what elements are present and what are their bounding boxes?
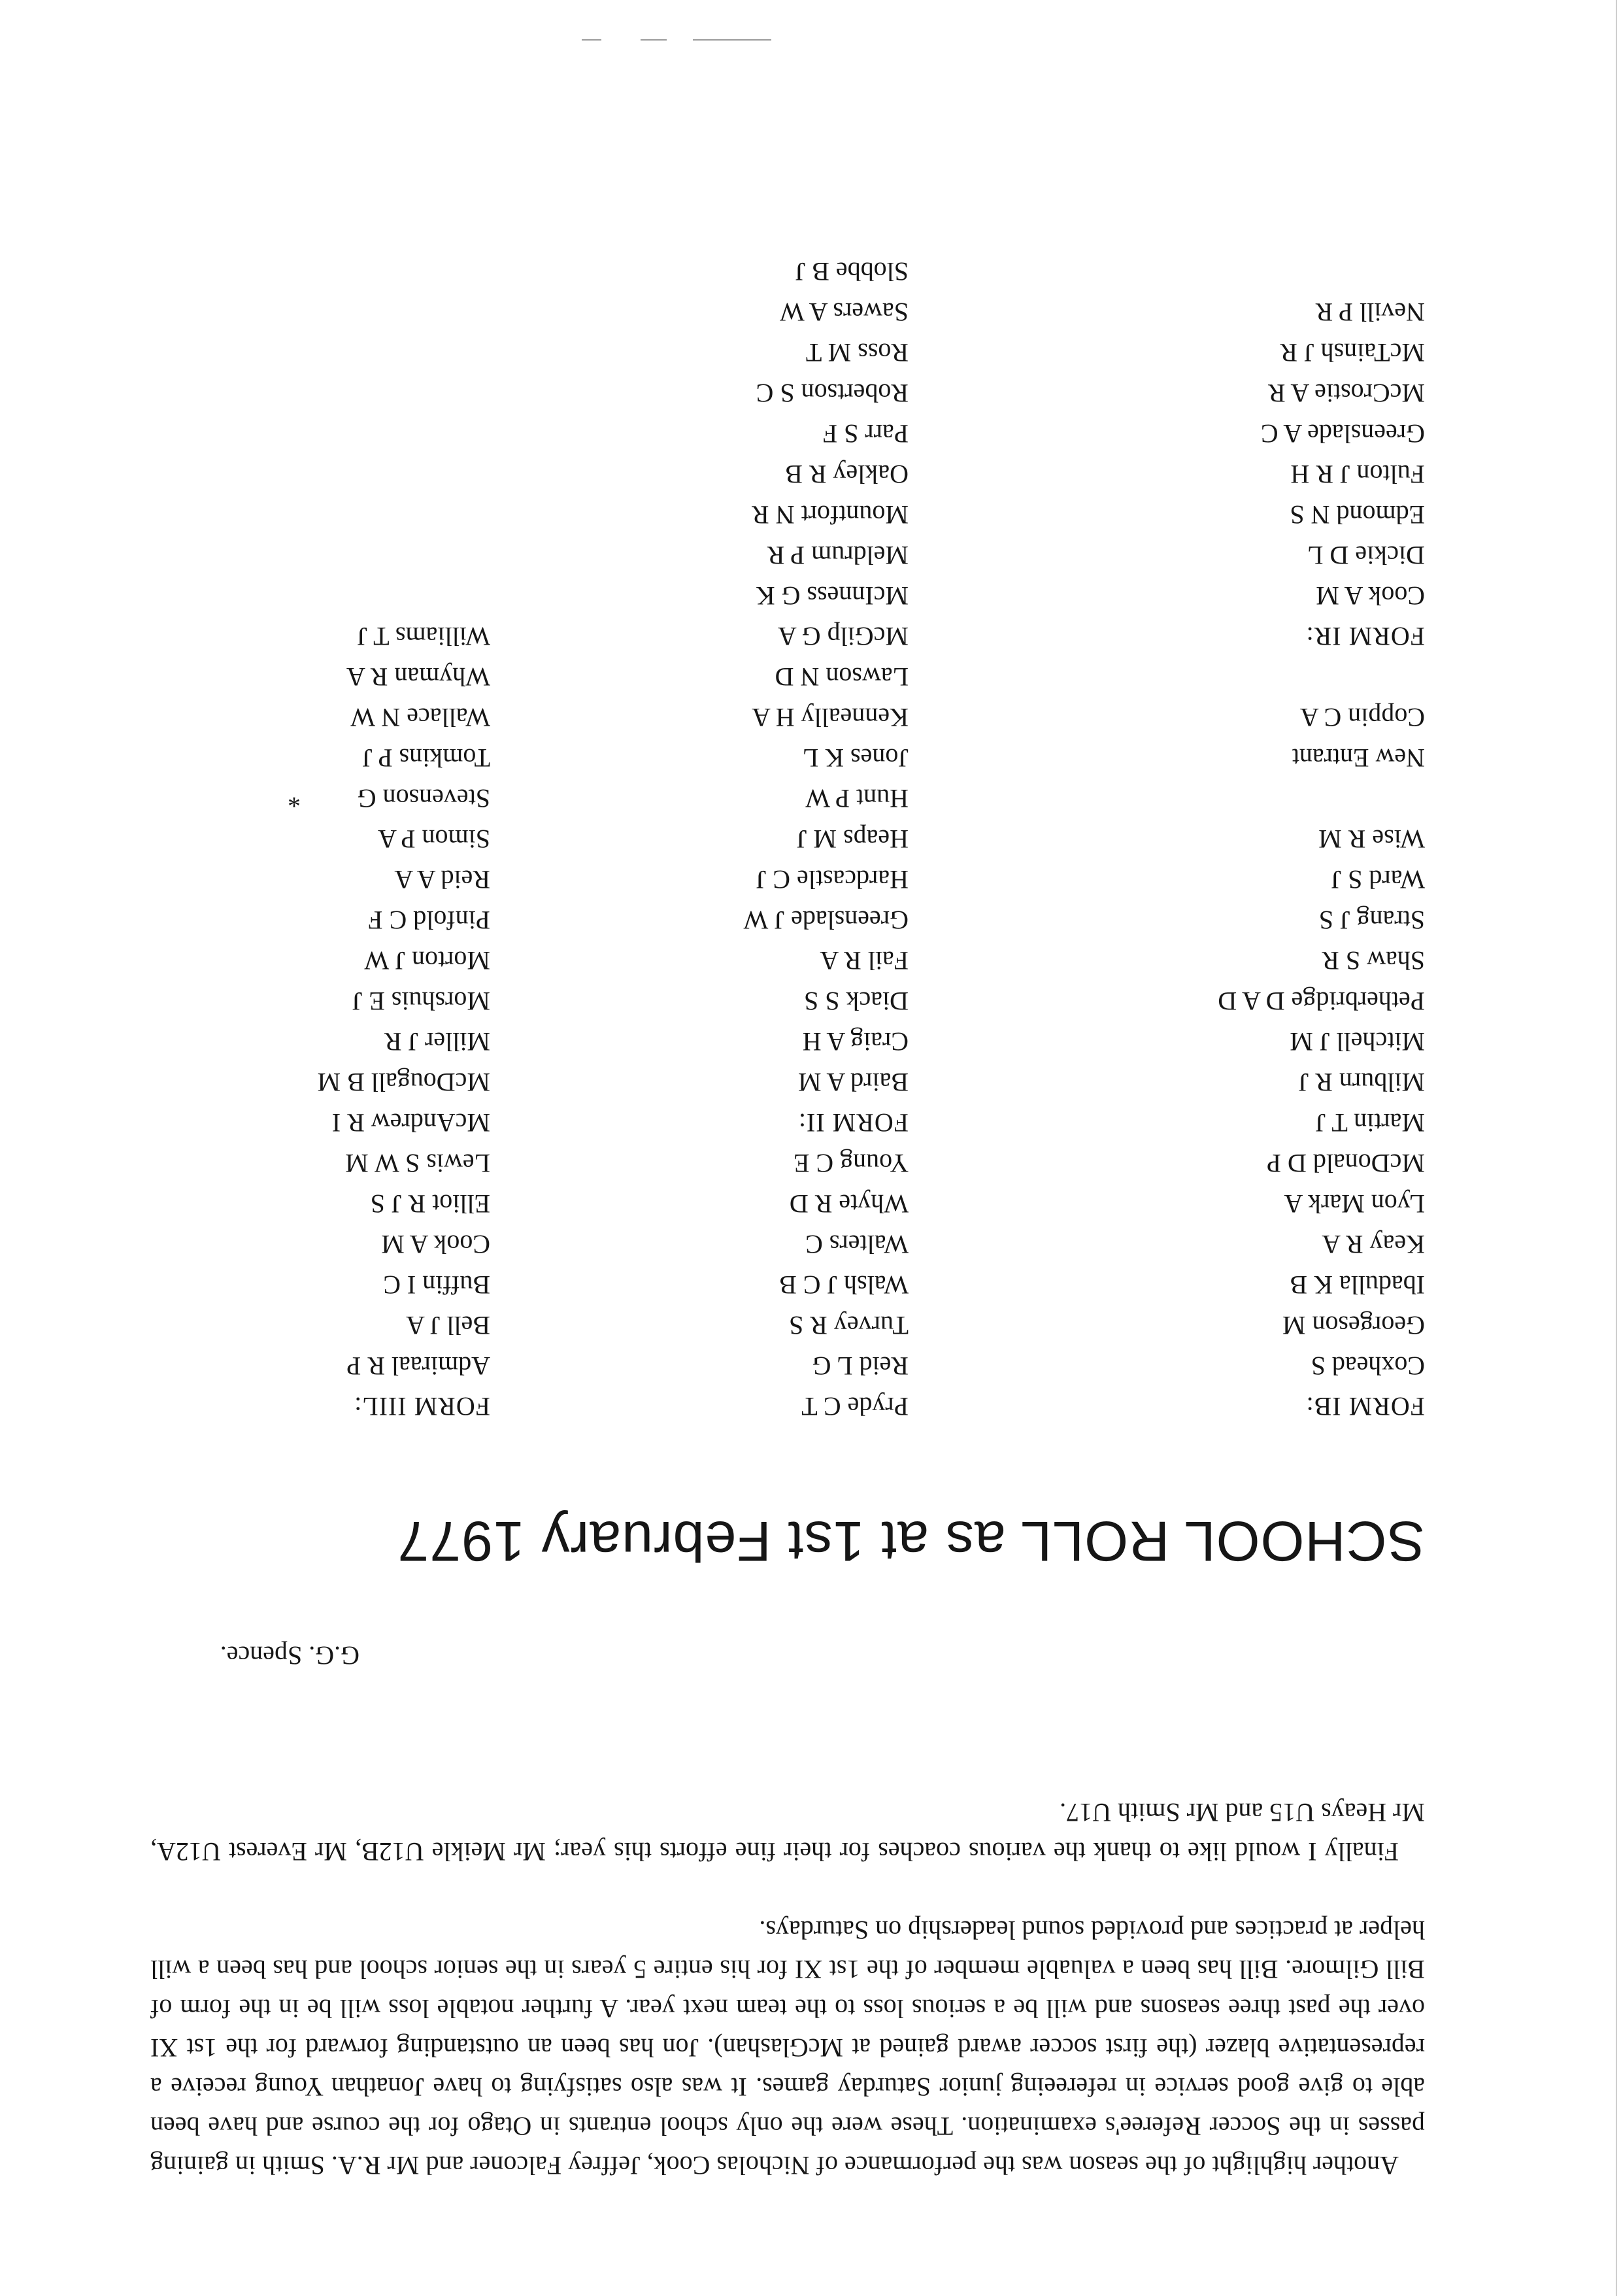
list-item: McDonald D P — [1266, 1149, 1425, 1178]
list-item: Lawson N D — [775, 662, 909, 692]
list-item: Morton J W — [364, 946, 490, 975]
form-iiil-label: FORM IIIL: — [354, 1392, 490, 1421]
list-item: Mountfort N R — [752, 500, 909, 530]
list-item: Kenneally H A — [752, 703, 909, 732]
list-item: McAndrew R I — [331, 1108, 490, 1138]
list-item: Lewis S W M — [345, 1149, 490, 1178]
list-item: Shaw S R — [1322, 946, 1425, 975]
list-item: McGilp G A — [778, 622, 909, 651]
page-title: SCHOOL ROLL as at 1st February 1977 — [397, 1510, 1425, 1572]
list-item: Tomkins P J — [362, 743, 490, 773]
note-mark: * — [288, 784, 301, 813]
list-item: Robertson S C — [756, 379, 909, 408]
list-item: Miller J R — [384, 1027, 490, 1056]
list-item: Turvey R S — [788, 1311, 909, 1340]
list-item: Hardcastle C J — [756, 865, 909, 894]
list-item: Walsh J C B — [779, 1270, 909, 1300]
list-item: Williams T J — [357, 622, 490, 651]
list-item: Edmond N S — [1290, 500, 1425, 530]
list-item: Dickie D L — [1307, 541, 1425, 570]
list-item: Cook A M — [1316, 581, 1425, 611]
list-item: Petherbridge D A D — [1218, 987, 1425, 1016]
list-item: Admiraal R P — [346, 1351, 490, 1381]
signature: G.G. Spence. — [220, 1641, 359, 1670]
list-item: Craig A H — [802, 1027, 909, 1056]
list-item: Pryde C T — [801, 1392, 909, 1421]
list-item: Fulton J R H — [1290, 460, 1425, 489]
list-item: McCrostie A R — [1267, 379, 1425, 408]
scan-mark — [582, 39, 601, 41]
body-paragraph-highlights: Another highlight of the season was the performance of Nicholas Cook, Jeffrey Falconer and Mr R.A. Smith in gaining passes in the Soccer Referee's examination. These were the only school entrants in Otago for the course and have been able to give good service in refereeing junior Saturday games. It was also satisfying to have Jonathan Young receive a representative blazer (the first soccer award gained at McGlashan). Jon has been an outstanding forward for the 1st XI over the past three seasons and will be a serious loss to the team next year. A further notable loss will be in the form of Bill Gilmore. Bill has been a valuable member of the 1st XI for his entire 5 years in the senior school and has been a will helper at practices and provided sound leadership on Saturdays. — [150, 1916, 1425, 2180]
list-item: Milburn R J — [1298, 1068, 1425, 1097]
body-paragraph-thanks: Finally I would like to thank the various coaches for their fine efforts this year; Mr Meikle U12B, Mr Everest U12A, Mr Heays U15 and Mr Smith U17. — [150, 1798, 1425, 1866]
list-item: Ibadulla K B — [1290, 1270, 1425, 1300]
form-ib-label: FORM IB: — [1305, 1392, 1425, 1421]
form-ii-label: FORM II: — [797, 1108, 909, 1138]
list-item: Strang J S — [1318, 905, 1425, 935]
list-item: Mitchell J M — [1290, 1027, 1425, 1056]
list-item: Reid L G — [812, 1351, 909, 1381]
scan-mark — [641, 39, 667, 41]
scan-mark — [693, 39, 771, 41]
list-item: Elliot R J S — [370, 1189, 490, 1219]
list-item: Georgeson M — [1282, 1311, 1425, 1340]
list-item: Greenslade J W — [743, 905, 909, 935]
list-item: Meldrum P R — [767, 541, 909, 570]
list-item: Martin T J — [1315, 1108, 1425, 1138]
list-item: Reid A A — [394, 865, 490, 894]
list-item: Oakley R B — [785, 460, 909, 489]
list-item: Parr S F — [822, 419, 909, 448]
list-item: Buffin I C — [383, 1270, 490, 1300]
list-item: Coxhead S — [1311, 1351, 1425, 1381]
list-item: Wise R M — [1318, 824, 1425, 854]
list-item: Greenslade A C — [1260, 419, 1425, 448]
list-item: Young C E — [794, 1149, 909, 1178]
list-item: Cook A M — [381, 1230, 490, 1259]
list-item: Bell J A — [406, 1311, 490, 1340]
list-item: Whyman R A — [346, 662, 490, 692]
roll-column-3 — [318, 616, 490, 1427]
list-item: Whyte R D — [789, 1189, 909, 1219]
list-item: Sawers A W — [779, 297, 909, 327]
list-item: Fail R A — [820, 946, 909, 975]
list-item: Wallace N W — [350, 703, 490, 732]
list-item: Slobbe B J — [795, 257, 909, 286]
list-item: Simon P A — [378, 824, 490, 854]
list-item: Jones K L — [802, 743, 909, 773]
list-item: Ward S J — [1331, 865, 1425, 894]
list-item: Lyon Mark A — [1284, 1189, 1425, 1219]
list-item: Morshuis E J — [352, 987, 490, 1016]
form-ir-label: FORM IR: — [1305, 622, 1425, 651]
list-item: Walters C — [805, 1230, 909, 1259]
new-entrant-label: New Entrant — [1292, 743, 1425, 773]
list-item: Ross M T — [805, 338, 909, 367]
list-item: Diack S S — [804, 987, 909, 1016]
list-item: Hunt P W — [805, 784, 909, 813]
list-item: Pinfold C F — [368, 905, 490, 935]
list-item: Heaps M J — [796, 824, 909, 854]
list-item: Baird A M — [798, 1068, 909, 1097]
list-item: Stevenson G — [357, 784, 490, 813]
list-item: McTainsh J R — [1280, 338, 1425, 367]
list-item: McDougall B M — [317, 1068, 490, 1097]
list-item: Keay R A — [1322, 1230, 1425, 1259]
list-item: Nevill P R — [1315, 297, 1425, 327]
list-item: Coppin C A — [1299, 703, 1425, 732]
roll-column-2 — [744, 251, 909, 1427]
list-item: McInness G K — [756, 581, 909, 611]
